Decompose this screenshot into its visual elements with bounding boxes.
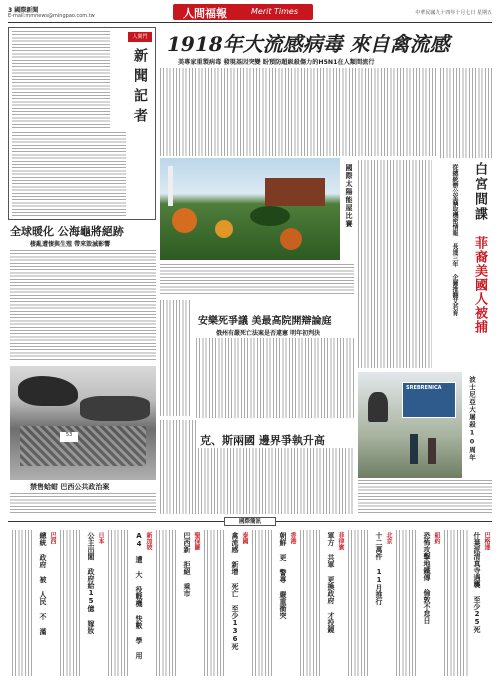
brief-item [204, 530, 250, 678]
turtle-photo: 53 [10, 366, 156, 480]
brief-item [108, 530, 154, 678]
euthanasia-body [196, 338, 354, 418]
main-headline: 1918年大流感病毒 來自禽流感 [167, 32, 450, 56]
header-rule [8, 22, 492, 23]
brief-item [156, 530, 202, 678]
brief-label: 菲律賓 [337, 532, 344, 550]
spy-headline-2: 菲裔美國人被捕 [472, 236, 487, 334]
garden-caption-vertical: 國際太陽能屋比賽 [345, 164, 353, 228]
srebrenica-caption-text [358, 480, 492, 514]
euthanasia-body-left [160, 300, 192, 416]
brief-item [444, 530, 492, 678]
kosovo-body-left [160, 420, 196, 514]
page-number-label: 3 國際新聞 [8, 7, 39, 14]
brief-title: A4 遭 大 役戰機 快數 學 用 [135, 532, 143, 659]
brief-label: 泰國 [241, 532, 248, 544]
left-col-text-1 [12, 31, 110, 129]
warming-headline: 全球暖化 公海龜將絕跡 [10, 225, 124, 238]
brief-item [60, 530, 106, 678]
masthead-title: 人間福報 [183, 7, 227, 20]
srebrenica-photo [358, 372, 462, 478]
brief-title: 總統 政府 被 人民 不 滿 [39, 532, 47, 635]
spy-subhead: 從總統辦公室竊取機密情報 長達三年 企圖推翻艾若育 [451, 164, 458, 316]
brief-label: 香港 [289, 532, 296, 544]
main-subhead: 美專家重製病毒 發現基因突變 盼預防超級殺傷力的H5N1在人類間流行 [178, 59, 375, 66]
brief-item [252, 530, 298, 678]
brief-item [300, 530, 346, 678]
turtle-caption-text [10, 493, 156, 515]
srebrenica-caption-vertical: 波士尼亞大屠殺10周年 [468, 376, 476, 462]
issue-date: 中華民國九十四年十月七日 星期五 [415, 10, 492, 16]
brief-label: 巴格達 [483, 532, 490, 550]
column-title: 新聞記者 [132, 48, 148, 128]
brief-label: 日本 [97, 532, 104, 544]
main-story-body [160, 68, 436, 156]
brief-title: 軍方 共軍 更換政府 才投鏡 [327, 532, 335, 633]
masthead [173, 4, 313, 20]
brief-item [396, 530, 442, 678]
page-header [8, 4, 492, 22]
brief-title: 巴西新 拒絕 乘市 [183, 532, 191, 597]
brief-title: 恐怖攻擊地鐵傳 倫敦不怠日 [423, 532, 431, 624]
brief-label: 紐約 [433, 532, 440, 544]
brief-label: 新加坡 [145, 532, 152, 550]
right-story-body [440, 68, 492, 158]
turtle-caption: 禁售蛤蚶 巴西公共政治案 [30, 482, 110, 491]
euthanasia-subhead: 俄州有嚴死亡法案是否違憲 明年初判決 [216, 330, 321, 337]
column-badge: 人間鬥 [128, 32, 152, 42]
briefs-banner: 國際簡訊 [224, 517, 276, 526]
brief-title: 禽流感 新增 死亡 至少136死 [231, 532, 239, 650]
brief-title: 什葉派清真寺遇襲 至少25死 [473, 532, 481, 633]
email-text: E-mail:mmnews@mingpao.com.tw [8, 13, 95, 19]
briefs-row [8, 530, 492, 678]
brief-label: 聖保羅 [193, 532, 200, 550]
warming-body [10, 250, 156, 362]
spy-body-left [358, 160, 432, 368]
masthead-english: Merit Times [251, 7, 299, 16]
srebrenica-sign: SREBRENICA [406, 385, 442, 391]
brief-item [348, 530, 394, 678]
brief-title: 朝鮮 更 警專 嚴重衝突 [279, 532, 287, 619]
brief-title: 公主出閣 政府給15億 嫁妝 [87, 532, 95, 634]
euthanasia-headline: 安樂死爭議 美最高院開辯論庭 [198, 316, 332, 327]
kosovo-body [198, 448, 354, 514]
warming-subhead: 棲亂遭悽與生殖 帶來毀滅影響 [30, 241, 111, 248]
brief-title: 十二萬件 11月推行 [375, 532, 383, 605]
garden-photo [160, 158, 340, 260]
left-col-text-2 [12, 132, 126, 216]
garden-caption-text [160, 264, 354, 294]
brief-item [12, 530, 58, 678]
brief-label: 北京 [385, 532, 392, 544]
kosovo-headline: 克、斯兩國 邊界爭執升高 [200, 434, 325, 447]
spy-headline: 白宮間諜 [472, 162, 487, 222]
brief-label: 巴西 [49, 532, 56, 544]
